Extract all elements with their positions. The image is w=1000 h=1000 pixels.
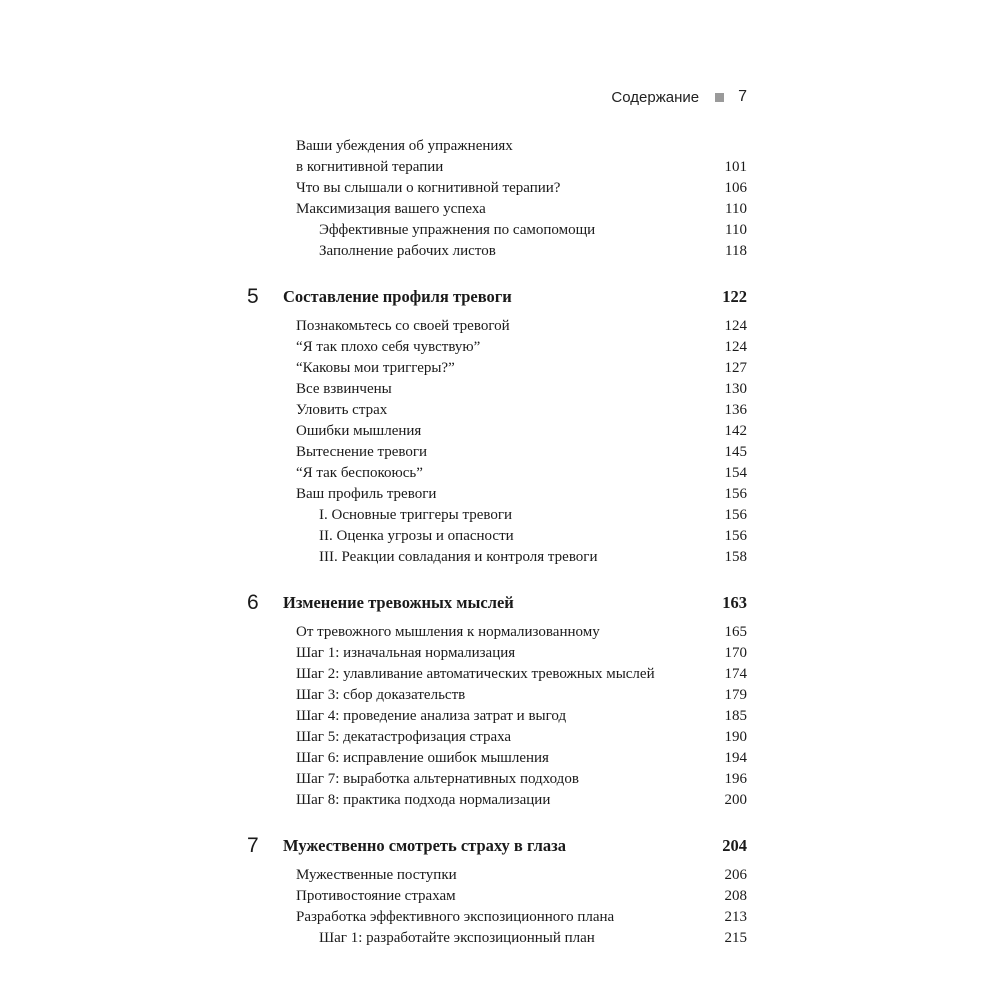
chapter-heading-5 <box>247 283 747 311</box>
toc-entry-page: 206 <box>724 867 747 883</box>
toc-entry-title: Уловить страх <box>296 402 388 418</box>
toc-entry <box>247 685 747 706</box>
toc-subentry <box>247 547 747 568</box>
toc-entry-title: “Я так плохо себя чувствую” <box>296 339 481 355</box>
toc-entry-title: Максимизация вашего успеха <box>296 201 486 217</box>
table-of-contents <box>247 136 747 949</box>
running-head-section: Содержание <box>611 88 700 106</box>
toc-entry-title: Познакомьтесь со своей тревогой <box>296 318 510 334</box>
toc-entry-title: Что вы слышали о когнитивной терапии? <box>296 180 561 196</box>
toc-entry-title: Шаг 2: улавливание автоматических тревожных мыслей <box>296 666 655 682</box>
toc-entry <box>247 178 747 199</box>
toc-entry-page: 165 <box>724 624 747 640</box>
toc-entry-page: 110 <box>725 222 747 238</box>
toc-entry-page: 127 <box>724 360 747 376</box>
toc-entry-page: 200 <box>724 792 747 808</box>
toc-entry-title: Эффективные упражнения по самопомощи <box>319 222 596 238</box>
toc-entry-title: Шаг 4: проведение анализа затрат и выгод <box>296 708 567 724</box>
toc-entry <box>247 769 747 790</box>
toc-entry-title: Шаг 6: исправление ошибок мышления <box>296 750 549 766</box>
toc-entry-title: III. Реакции совладания и контроля тревоги <box>319 549 598 565</box>
running-head <box>611 88 747 106</box>
toc-entry <box>247 379 747 400</box>
toc-entry-title: Все взвинчены <box>296 381 392 397</box>
toc-entry <box>247 748 747 769</box>
toc-entry-page: 185 <box>724 708 747 724</box>
toc-entry-title: Шаг 3: сбор доказательств <box>296 687 466 703</box>
chapter-number: 7 <box>247 834 259 857</box>
toc-entry-title: “Я так беспокоюсь” <box>296 465 423 481</box>
toc-entry <box>247 463 747 484</box>
toc-entry <box>247 865 747 886</box>
toc-entry-page: 142 <box>724 423 747 439</box>
square-bullet-icon <box>715 93 724 102</box>
toc-entry-title: Шаг 1: изначальная нормализация <box>296 645 516 661</box>
chapter-number: 5 <box>247 285 259 308</box>
toc-entry <box>247 400 747 421</box>
toc-entry-page: 208 <box>724 888 747 904</box>
chapter-heading-7 <box>247 832 747 860</box>
toc-entry <box>247 790 747 811</box>
toc-entry-title: в когнитивной терапии <box>296 159 444 175</box>
toc-entry-title: Шаг 8: практика подхода нормализации <box>296 792 551 808</box>
toc-entry <box>247 442 747 463</box>
toc-entry-title: I. Основные триггеры тревоги <box>319 507 513 523</box>
toc-entry-title: Шаг 1: разработайте экспозиционный план <box>319 930 595 946</box>
toc-entry <box>247 907 747 928</box>
toc-entry-page: 136 <box>724 402 747 418</box>
chapter-number: 6 <box>247 591 259 614</box>
toc-entry <box>247 484 747 505</box>
chapter-heading-6 <box>247 589 747 617</box>
toc-entry-page: 156 <box>724 507 747 523</box>
toc-entry-title: Ошибки мышления <box>296 423 422 439</box>
toc-entry <box>247 421 747 442</box>
toc-entry-page: 190 <box>724 729 747 745</box>
toc-entry-title: Вытеснение тревоги <box>296 444 428 460</box>
toc-entry <box>247 337 747 358</box>
toc-subentry <box>247 241 747 262</box>
toc-entry-title: Ваш профиль тревоги <box>296 486 437 502</box>
toc-entry-page: 124 <box>724 318 747 334</box>
chapter-page: 122 <box>722 287 747 306</box>
toc-entry-page: 215 <box>724 930 747 946</box>
toc-entry-page: 110 <box>725 201 747 217</box>
toc-entry <box>247 886 747 907</box>
toc-entry-page: 154 <box>724 465 747 481</box>
toc-entry-title: Мужественные поступки <box>296 867 457 883</box>
chapter-title: Изменение тревожных мыслей <box>283 593 514 612</box>
toc-entry-title: Шаг 5: декатастрофизация страха <box>296 729 512 745</box>
toc-entry-title: “Каковы мои триггеры?” <box>296 360 455 376</box>
toc-entry <box>247 316 747 337</box>
toc-entry-title: Противостояние страхам <box>296 888 456 904</box>
chapter-page: 204 <box>722 836 747 855</box>
toc-entry-page: 106 <box>724 180 747 196</box>
toc-entry-title: Разработка эффективного экспозиционного плана <box>296 909 615 925</box>
toc-entry-page: 101 <box>724 159 747 175</box>
toc-entry-page: 170 <box>724 645 747 661</box>
toc-entry <box>247 136 747 157</box>
toc-entry-title: Ваши убеждения об упражнениях <box>296 138 513 154</box>
toc-entry-page: 156 <box>724 486 747 502</box>
toc-subentry <box>247 505 747 526</box>
chapter-title: Составление профиля тревоги <box>283 287 512 306</box>
toc-subentry <box>247 526 747 547</box>
toc-entry-page: 194 <box>724 750 747 766</box>
toc-entry <box>247 706 747 727</box>
toc-entry-title: Шаг 7: выработка альтернативных подходов <box>296 771 579 787</box>
toc-subentry <box>247 220 747 241</box>
toc-entry <box>247 622 747 643</box>
toc-entry-page: 213 <box>724 909 747 925</box>
toc-entry-page: 118 <box>725 243 747 259</box>
toc-entry-page: 196 <box>724 771 747 787</box>
toc-entry-page: 179 <box>724 687 747 703</box>
toc-entry-page: 145 <box>724 444 747 460</box>
toc-entry-page: 130 <box>724 381 747 397</box>
toc-entry-title: II. Оценка угрозы и опасности <box>319 528 514 544</box>
toc-entry <box>247 358 747 379</box>
toc-entry-page: 124 <box>724 339 747 355</box>
toc-entry <box>247 664 747 685</box>
page-number: 7 <box>738 88 747 105</box>
toc-entry-page: 156 <box>724 528 747 544</box>
chapter-title: Мужественно смотреть страху в глаза <box>283 836 566 855</box>
toc-entry-page: 174 <box>724 666 747 682</box>
toc-entry <box>247 157 747 178</box>
toc-entry-title: Заполнение рабочих листов <box>319 243 496 259</box>
toc-subentry <box>247 928 747 949</box>
toc-entry <box>247 727 747 748</box>
toc-entry <box>247 199 747 220</box>
toc-entry-page: 158 <box>724 549 747 565</box>
toc-entry-title: От тревожного мышления к нормализованному <box>296 624 600 640</box>
toc-entry <box>247 643 747 664</box>
chapter-page: 163 <box>722 593 747 612</box>
